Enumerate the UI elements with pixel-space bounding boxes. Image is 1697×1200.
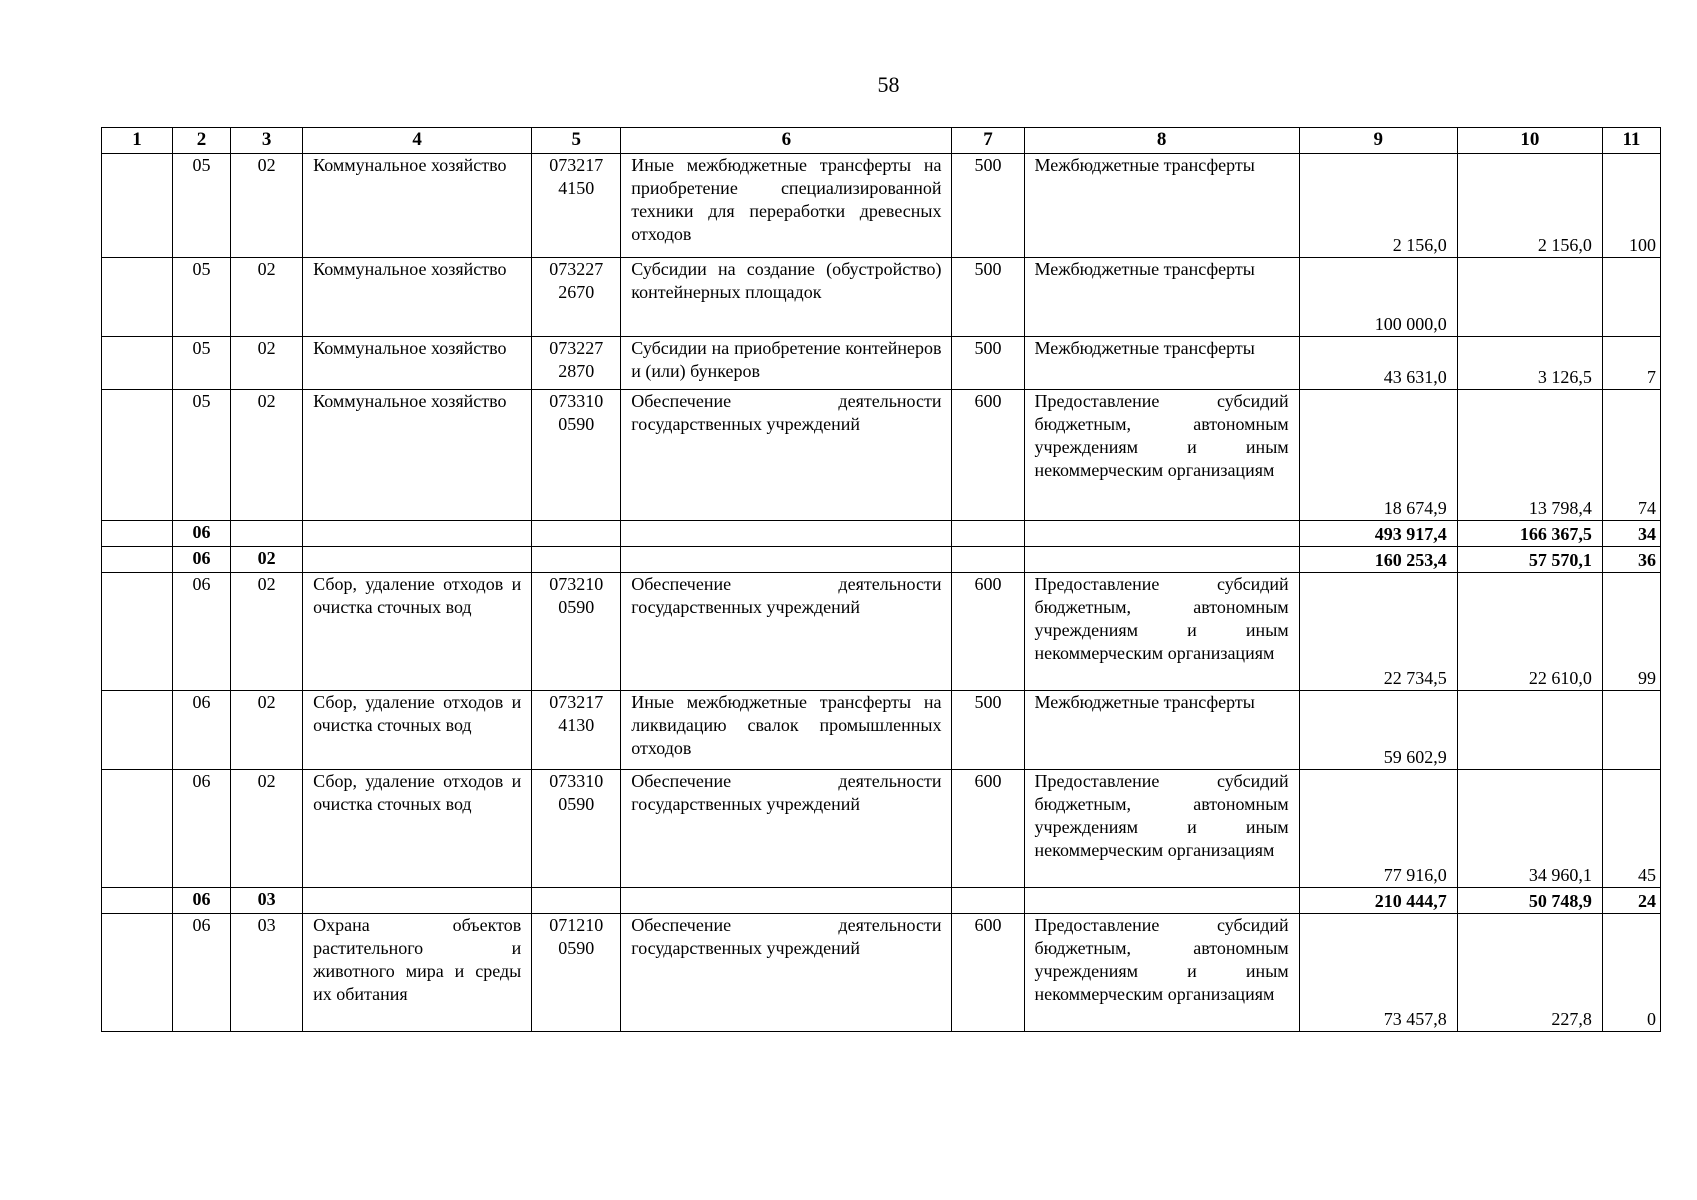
- cell-planned: 77 916,0: [1299, 770, 1457, 888]
- cell-subsection-name: Сбор, удаление отходов и очистка сточных вод: [303, 770, 532, 888]
- cell-expense-name: Предоставление субсидий бюджетным, автономным учреждениям и иным некоммерческим организациям: [1024, 914, 1299, 1032]
- cell-target-name: Обеспечение деятельности государственных учреждений: [621, 573, 952, 691]
- cell-section: 06: [173, 547, 231, 573]
- cell-c1: [102, 154, 173, 258]
- cell-section: 05: [173, 337, 231, 390]
- col-header-2: 2: [173, 128, 231, 154]
- cell-subsection: 02: [231, 573, 303, 691]
- cell-expense-type: 600: [952, 914, 1024, 1032]
- cell-percent: 7: [1602, 337, 1660, 390]
- cell-subsection-name: Сбор, удаление отходов и очистка сточных вод: [303, 573, 532, 691]
- cell-actual: 34 960,1: [1457, 770, 1602, 888]
- cell-subsection-name: [303, 888, 532, 914]
- cell-target-name: [621, 521, 952, 547]
- cell-subsection: 02: [231, 390, 303, 521]
- col-header-11: 11: [1602, 128, 1660, 154]
- cell-c1: [102, 573, 173, 691]
- col-header-5: 5: [532, 128, 621, 154]
- cell-c1: [102, 521, 173, 547]
- table-row: [102, 770, 1661, 888]
- cell-percent: 24: [1602, 888, 1660, 914]
- cell-target-code: 073310 0590: [532, 770, 621, 888]
- cell-percent: [1602, 258, 1660, 337]
- cell-subsection: 03: [231, 914, 303, 1032]
- table-row: [102, 691, 1661, 770]
- cell-subsection: 02: [231, 337, 303, 390]
- cell-actual: 3 126,5: [1457, 337, 1602, 390]
- table-row: [102, 573, 1661, 691]
- cell-planned: 210 444,7: [1299, 888, 1457, 914]
- cell-expense-name: [1024, 547, 1299, 573]
- cell-target-name: Субсидии на создание (обустройство) контейнерных площадок: [621, 258, 952, 337]
- cell-target-name: Обеспечение деятельности государственных учреждений: [621, 770, 952, 888]
- cell-subsection: 02: [231, 258, 303, 337]
- cell-c1: [102, 914, 173, 1032]
- cell-planned: 493 917,4: [1299, 521, 1457, 547]
- cell-subsection: 02: [231, 691, 303, 770]
- cell-actual: 227,8: [1457, 914, 1602, 1032]
- cell-percent: 74: [1602, 390, 1660, 521]
- cell-subsection-name: Коммунальное хозяйство: [303, 154, 532, 258]
- cell-section: 06: [173, 770, 231, 888]
- cell-actual: 2 156,0: [1457, 154, 1602, 258]
- cell-percent: 45: [1602, 770, 1660, 888]
- table-row: [102, 390, 1661, 521]
- cell-expense-name: [1024, 888, 1299, 914]
- cell-planned: 2 156,0: [1299, 154, 1457, 258]
- table-row: [102, 914, 1661, 1032]
- budget-table: [101, 127, 1661, 1032]
- subtotal-row: [102, 888, 1661, 914]
- cell-actual: 50 748,9: [1457, 888, 1602, 914]
- cell-planned: 73 457,8: [1299, 914, 1457, 1032]
- cell-target-name: [621, 888, 952, 914]
- col-header-1: 1: [102, 128, 173, 154]
- col-header-8: 8: [1024, 128, 1299, 154]
- cell-expense-type: 600: [952, 573, 1024, 691]
- cell-expense-type: 500: [952, 337, 1024, 390]
- cell-planned: 43 631,0: [1299, 337, 1457, 390]
- header-row: [102, 128, 1661, 154]
- cell-subsection-name: Коммунальное хозяйство: [303, 258, 532, 337]
- col-header-9: 9: [1299, 128, 1457, 154]
- cell-c1: [102, 390, 173, 521]
- cell-subsection-name: Охрана объектов растительного и животного мира и среды их обитания: [303, 914, 532, 1032]
- cell-target-name: Обеспечение деятельности государственных учреждений: [621, 390, 952, 521]
- cell-expense-type: [952, 888, 1024, 914]
- table-row: [102, 258, 1661, 337]
- cell-expense-name: Межбюджетные трансферты: [1024, 337, 1299, 390]
- cell-section: 05: [173, 390, 231, 521]
- col-header-3: 3: [231, 128, 303, 154]
- table-row: [102, 154, 1661, 258]
- cell-expense-name: [1024, 521, 1299, 547]
- cell-expense-type: 600: [952, 390, 1024, 521]
- subtotal-row: [102, 521, 1661, 547]
- cell-percent: 0: [1602, 914, 1660, 1032]
- cell-subsection-name: Коммунальное хозяйство: [303, 337, 532, 390]
- cell-section: 06: [173, 521, 231, 547]
- cell-planned: 100 000,0: [1299, 258, 1457, 337]
- cell-subsection: 02: [231, 547, 303, 573]
- cell-c1: [102, 547, 173, 573]
- table-row: [102, 337, 1661, 390]
- cell-expense-type: 500: [952, 258, 1024, 337]
- cell-section: 05: [173, 154, 231, 258]
- col-header-4: 4: [303, 128, 532, 154]
- cell-section: 05: [173, 258, 231, 337]
- cell-target-code: 073310 0590: [532, 390, 621, 521]
- cell-percent: 34: [1602, 521, 1660, 547]
- cell-c1: [102, 691, 173, 770]
- cell-expense-name: Предоставление субсидий бюджетным, автономным учреждениям и иным некоммерческим организациям: [1024, 770, 1299, 888]
- cell-target-code: 073210 0590: [532, 573, 621, 691]
- cell-planned: 59 602,9: [1299, 691, 1457, 770]
- cell-target-name: Субсидии на приобретение контейнеров и (или) бункеров: [621, 337, 952, 390]
- cell-expense-name: Межбюджетные трансферты: [1024, 154, 1299, 258]
- cell-c1: [102, 888, 173, 914]
- cell-actual: 166 367,5: [1457, 521, 1602, 547]
- cell-subsection-name: [303, 521, 532, 547]
- cell-target-name: Иные межбюджетные трансферты на приобретение специализированной техники для переработки древесных отходов: [621, 154, 952, 258]
- cell-target-name: [621, 547, 952, 573]
- cell-expense-type: 500: [952, 154, 1024, 258]
- cell-subsection-name: [303, 547, 532, 573]
- cell-subsection: 02: [231, 154, 303, 258]
- cell-actual: 13 798,4: [1457, 390, 1602, 521]
- cell-expense-name: Предоставление субсидий бюджетным, автономным учреждениям и иным некоммерческим организациям: [1024, 573, 1299, 691]
- col-header-10: 10: [1457, 128, 1602, 154]
- page-number: 58: [877, 72, 900, 97]
- cell-c1: [102, 770, 173, 888]
- cell-section: 06: [173, 573, 231, 691]
- cell-expense-type: [952, 547, 1024, 573]
- col-header-7: 7: [952, 128, 1024, 154]
- cell-target-name: Обеспечение деятельности государственных учреждений: [621, 914, 952, 1032]
- cell-section: 06: [173, 888, 231, 914]
- cell-actual: [1457, 258, 1602, 337]
- cell-target-name: Иные межбюджетные трансферты на ликвидацию свалок промышленных отходов: [621, 691, 952, 770]
- cell-actual: 57 570,1: [1457, 547, 1602, 573]
- cell-section: 06: [173, 914, 231, 1032]
- cell-c1: [102, 337, 173, 390]
- cell-target-code: 071210 0590: [532, 914, 621, 1032]
- cell-target-code: 073227 2670: [532, 258, 621, 337]
- cell-expense-type: 500: [952, 691, 1024, 770]
- cell-target-code: [532, 888, 621, 914]
- cell-target-code: 073217 4150: [532, 154, 621, 258]
- cell-actual: [1457, 691, 1602, 770]
- cell-planned: 160 253,4: [1299, 547, 1457, 573]
- cell-planned: 18 674,9: [1299, 390, 1457, 521]
- cell-expense-name: Межбюджетные трансферты: [1024, 258, 1299, 337]
- cell-expense-name: Межбюджетные трансферты: [1024, 691, 1299, 770]
- cell-percent: 100: [1602, 154, 1660, 258]
- cell-subsection: [231, 521, 303, 547]
- cell-percent: [1602, 691, 1660, 770]
- cell-expense-name: Предоставление субсидий бюджетным, автономным учреждениям и иным некоммерческим организациям: [1024, 390, 1299, 521]
- cell-expense-type: 600: [952, 770, 1024, 888]
- cell-target-code: [532, 547, 621, 573]
- col-header-6: 6: [621, 128, 952, 154]
- cell-subsection: 03: [231, 888, 303, 914]
- cell-expense-type: [952, 521, 1024, 547]
- cell-c1: [102, 258, 173, 337]
- cell-section: 06: [173, 691, 231, 770]
- cell-subsection-name: Сбор, удаление отходов и очистка сточных вод: [303, 691, 532, 770]
- cell-target-code: 073217 4130: [532, 691, 621, 770]
- subtotal-row: [102, 547, 1661, 573]
- cell-percent: 36: [1602, 547, 1660, 573]
- cell-planned: 22 734,5: [1299, 573, 1457, 691]
- cell-target-code: [532, 521, 621, 547]
- cell-target-code: 073227 2870: [532, 337, 621, 390]
- cell-subsection: 02: [231, 770, 303, 888]
- cell-actual: 22 610,0: [1457, 573, 1602, 691]
- cell-subsection-name: Коммунальное хозяйство: [303, 390, 532, 521]
- cell-percent: 99: [1602, 573, 1660, 691]
